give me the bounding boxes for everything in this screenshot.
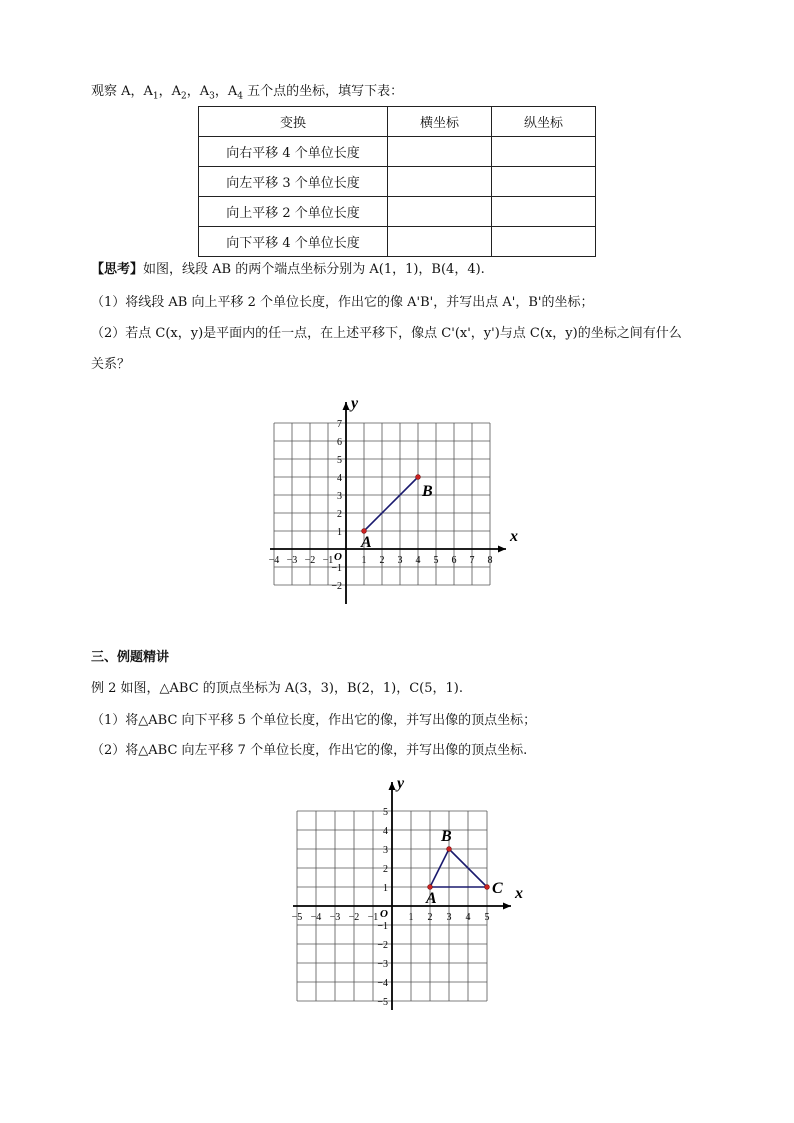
point-label-a: A bbox=[426, 890, 437, 907]
x-tick-label: 1 bbox=[408, 912, 414, 923]
table-header-row bbox=[199, 107, 596, 137]
table-row bbox=[199, 167, 596, 197]
think-question-2-cont: 关系？ bbox=[91, 357, 131, 372]
x-tick-label: 6 bbox=[451, 555, 457, 566]
y-tick-label: −5 bbox=[377, 997, 388, 1008]
point-label-c: C bbox=[492, 880, 503, 897]
table-row bbox=[199, 227, 596, 257]
y-tick-label: −3 bbox=[377, 959, 388, 970]
x-axis-label: x bbox=[510, 528, 518, 545]
x-tick-label: 5 bbox=[433, 555, 439, 566]
x-tick-label: −2 bbox=[348, 912, 360, 923]
table-header: 横坐标 bbox=[388, 107, 492, 137]
y-tick-label: 5 bbox=[337, 455, 342, 466]
think-question-2: （2）若点 C(x，y)是平面内的任一点，在上述平移下，像点 C'(x'，y')与点 C(x，y)的坐标之间有什么 bbox=[91, 326, 682, 341]
table-header: 变换 bbox=[199, 107, 388, 137]
origin-label: O bbox=[334, 551, 342, 563]
intro-line: 观察 A，$A_1$，$A_2$，$A_3$，$A_4$ 五个点的坐标，填写下表： bbox=[91, 84, 404, 102]
y-tick-label: 3 bbox=[383, 845, 388, 856]
table-cell[interactable] bbox=[492, 167, 596, 197]
table-cell[interactable] bbox=[388, 197, 492, 227]
y-tick-label: 6 bbox=[337, 437, 342, 448]
point-a bbox=[362, 529, 367, 534]
y-axis-label: y bbox=[351, 395, 359, 412]
example-question-1: （1）将△ABC 向下平移 5 个单位长度，作出它的像，并写出像的顶点坐标； bbox=[91, 713, 537, 728]
table-row bbox=[199, 137, 596, 167]
think-tag: 【思考】 bbox=[91, 262, 144, 277]
x-tick-label: 1 bbox=[361, 555, 367, 566]
section-title: 三、例题精讲 bbox=[91, 650, 170, 665]
x-tick-label: 5 bbox=[484, 912, 490, 923]
table-cell: 向上平移 2 个单位长度 bbox=[199, 197, 388, 227]
table-cell[interactable] bbox=[492, 197, 596, 227]
segment-ab bbox=[364, 477, 418, 531]
x-tick-label: 3 bbox=[446, 912, 452, 923]
coordinate-table bbox=[198, 106, 596, 257]
y-tick-label: −2 bbox=[377, 940, 388, 951]
y-axis-arrow bbox=[343, 402, 350, 410]
x-tick-label: 7 bbox=[469, 555, 475, 566]
x-tick-label: −5 bbox=[291, 912, 303, 923]
x-axis-arrow bbox=[498, 546, 506, 553]
point-label-b: B bbox=[422, 483, 433, 500]
coordinate-graph-2 bbox=[285, 776, 535, 1016]
point-label-a: A bbox=[361, 534, 372, 551]
y-tick-label: 7 bbox=[337, 419, 342, 430]
y-tick-label: 4 bbox=[337, 473, 342, 484]
x-tick-label: 4 bbox=[415, 555, 421, 566]
y-axis-arrow bbox=[389, 782, 396, 790]
coordinate-graph-1 bbox=[262, 392, 522, 617]
table-cell[interactable] bbox=[388, 137, 492, 167]
table-header: 纵坐标 bbox=[492, 107, 596, 137]
think-line: 【思考】如图，线段 AB 的两个端点坐标分别为 A(1，1)，B(4，4). bbox=[91, 262, 485, 277]
table-row bbox=[199, 197, 596, 227]
y-tick-label: 1 bbox=[337, 527, 342, 538]
y-tick-label: 1 bbox=[383, 883, 388, 894]
x-axis-arrow bbox=[503, 903, 511, 910]
x-axis-label: x bbox=[515, 885, 523, 902]
y-tick-label: 4 bbox=[383, 826, 388, 837]
x-tick-label: −1 bbox=[322, 555, 334, 566]
table-cell: 向左平移 3 个单位长度 bbox=[199, 167, 388, 197]
x-tick-label: 3 bbox=[397, 555, 403, 566]
x-tick-label: 2 bbox=[379, 555, 385, 566]
table-cell[interactable] bbox=[388, 167, 492, 197]
y-tick-label: 2 bbox=[337, 509, 342, 520]
y-tick-label: 5 bbox=[383, 807, 388, 818]
y-tick-label: −1 bbox=[377, 921, 388, 932]
origin-label: O bbox=[380, 908, 388, 920]
y-axis-label: y bbox=[397, 776, 405, 792]
x-tick-label: −3 bbox=[329, 912, 341, 923]
y-tick-label: 3 bbox=[337, 491, 342, 502]
point-b bbox=[447, 847, 452, 852]
table-cell: 向右平移 4 个单位长度 bbox=[199, 137, 388, 167]
example-line: 例 2 如图，△ABC 的顶点坐标为 A(3，3)，B(2，1)，C(5，1). bbox=[91, 681, 464, 696]
x-tick-label: 2 bbox=[427, 912, 433, 923]
point-label-b: B bbox=[441, 828, 452, 845]
point-a bbox=[428, 885, 433, 890]
x-tick-label: −4 bbox=[268, 555, 280, 566]
x-tick-label: −4 bbox=[310, 912, 322, 923]
x-tick-label: −1 bbox=[367, 912, 379, 923]
y-tick-label: −2 bbox=[331, 581, 342, 592]
y-tick-label: 2 bbox=[383, 864, 388, 875]
y-tick-label: −1 bbox=[331, 563, 342, 574]
table-cell[interactable] bbox=[492, 227, 596, 257]
table-cell: 向下平移 4 个单位长度 bbox=[199, 227, 388, 257]
example-question-2: （2）将△ABC 向左平移 7 个单位长度，作出它的像，并写出像的顶点坐标. bbox=[91, 743, 528, 758]
x-tick-label: 8 bbox=[487, 555, 493, 566]
x-tick-label: −3 bbox=[286, 555, 298, 566]
y-tick-label: −4 bbox=[377, 978, 388, 989]
table-cell[interactable] bbox=[492, 137, 596, 167]
point-b bbox=[416, 475, 421, 480]
x-tick-label: 4 bbox=[465, 912, 471, 923]
think-question-1: （1）将线段 AB 向上平移 2 个单位长度，作出它的像 A'B'，并写出点 A'，B'的坐标； bbox=[91, 295, 594, 310]
point-c bbox=[485, 885, 490, 890]
table-cell[interactable] bbox=[388, 227, 492, 257]
x-tick-label: −2 bbox=[304, 555, 316, 566]
